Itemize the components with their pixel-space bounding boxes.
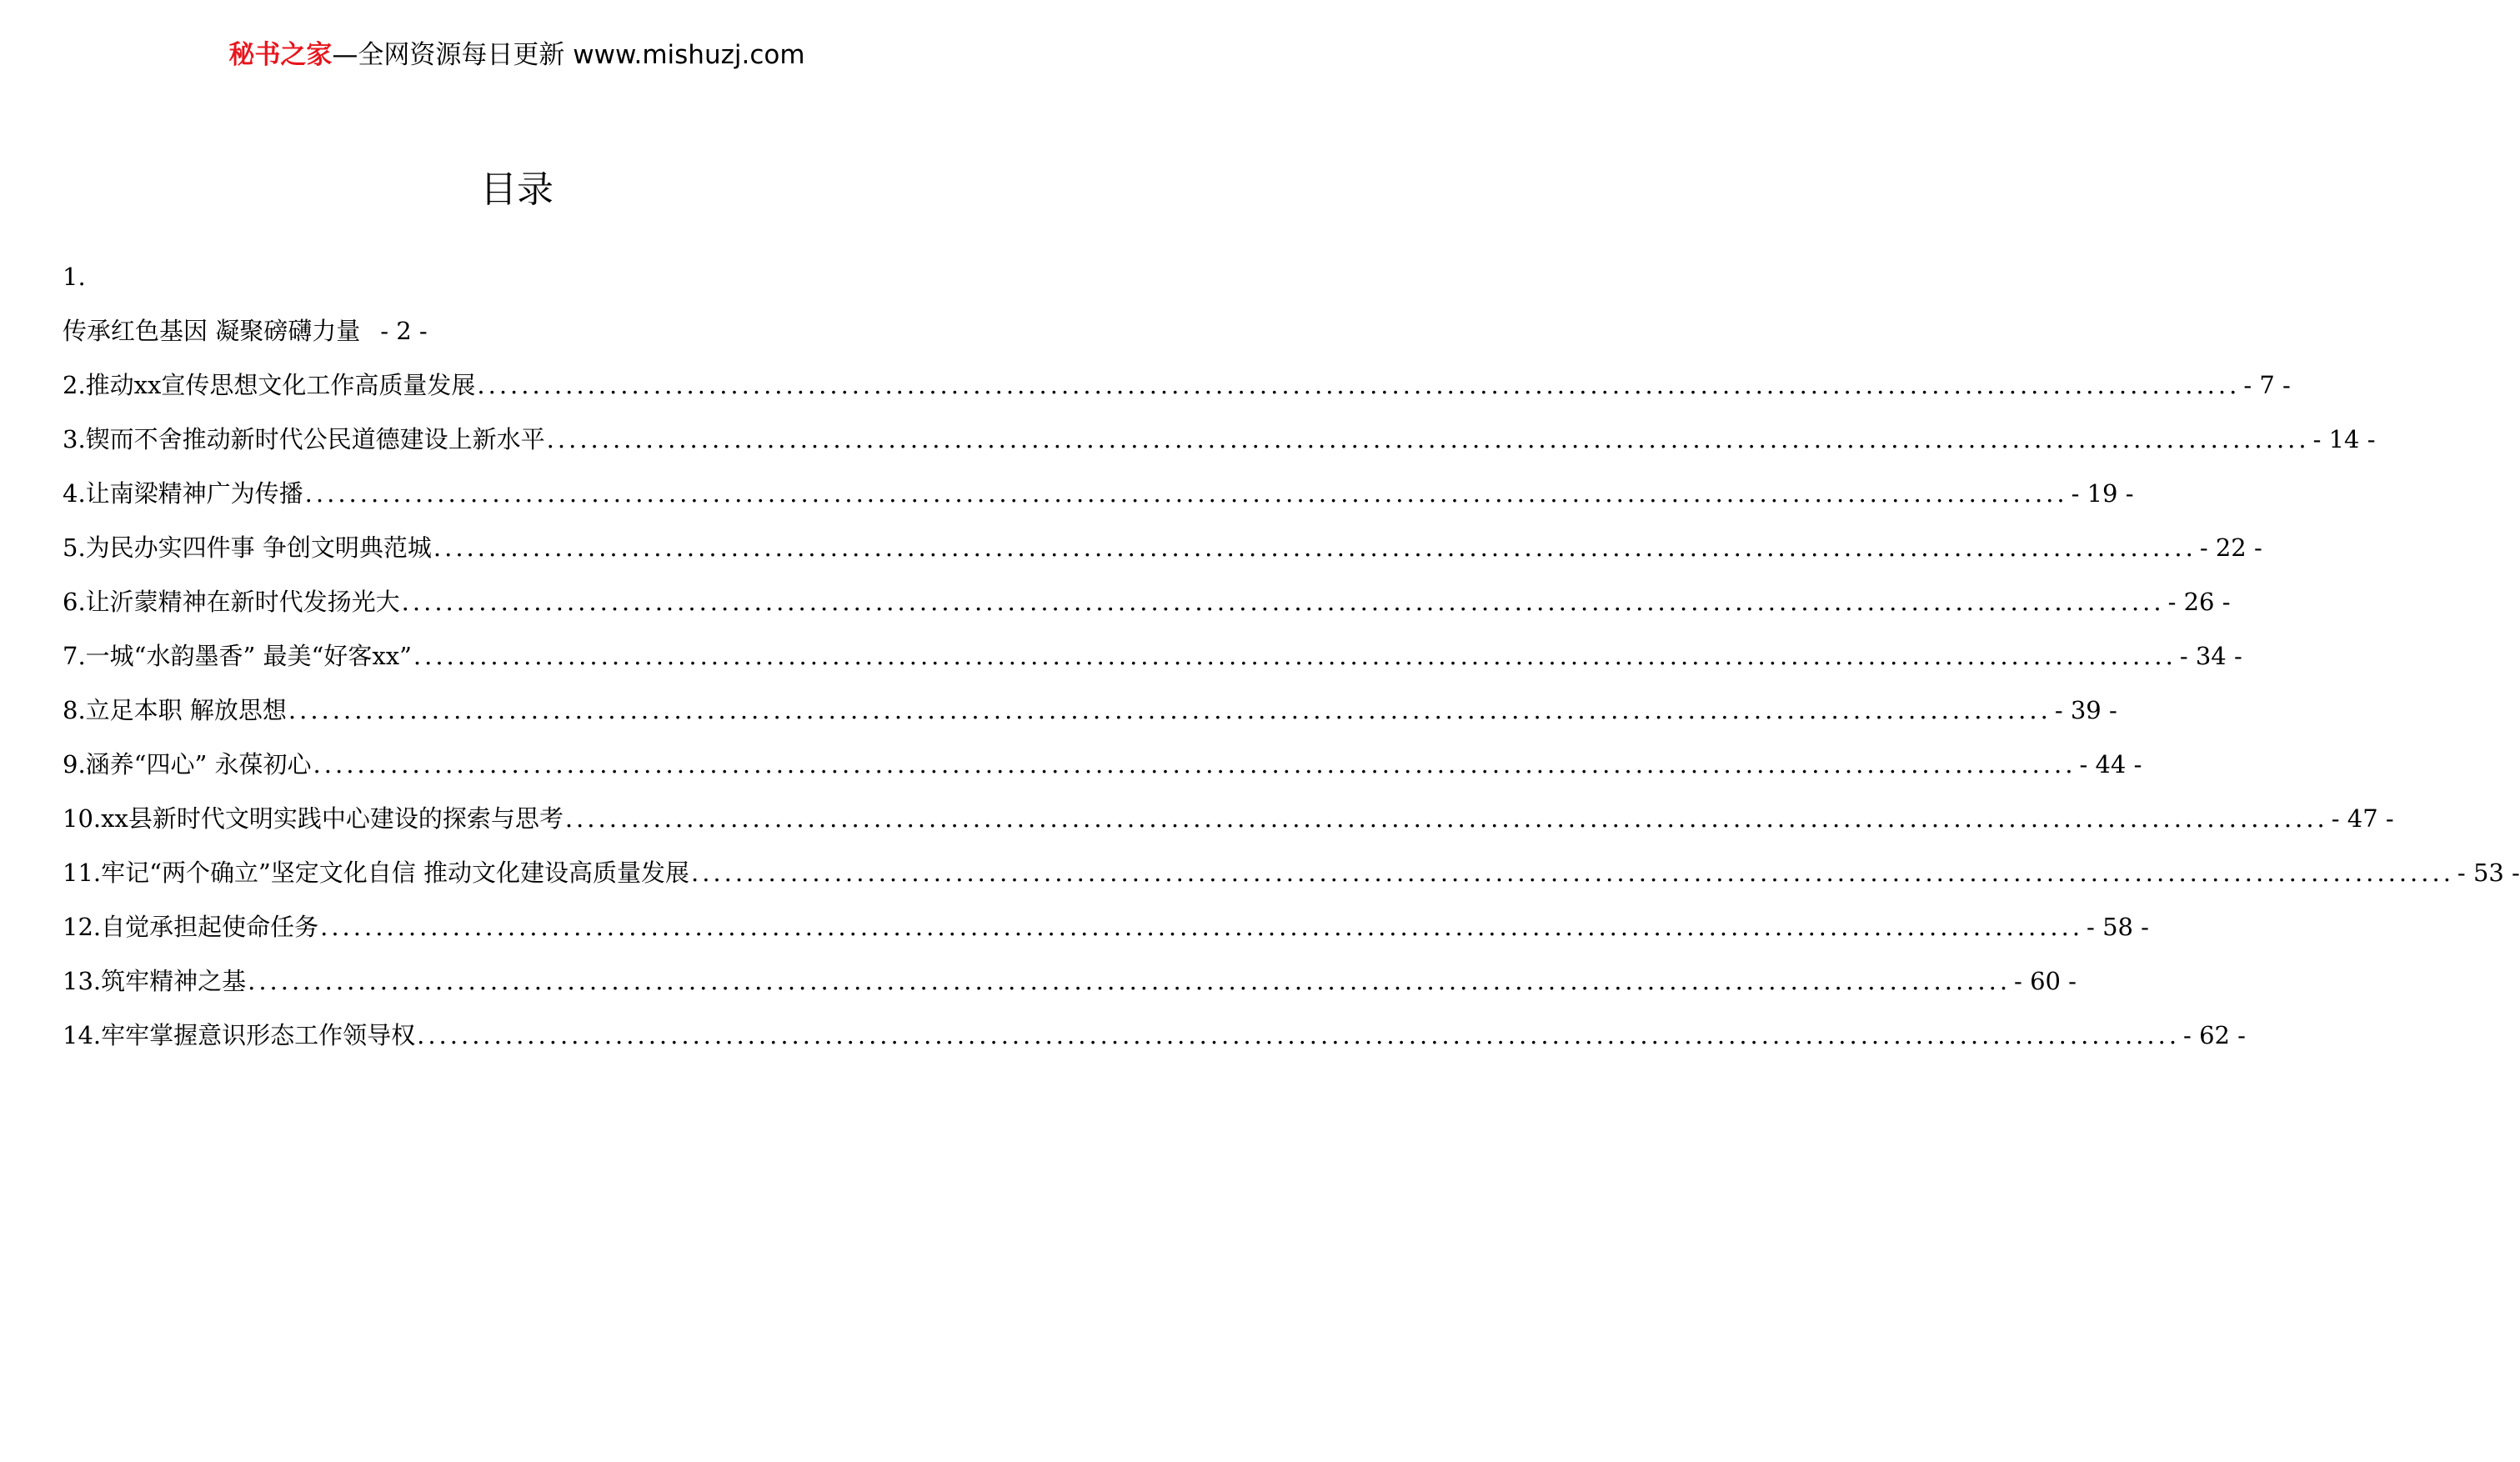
leader-dots: ................................................................................................................................................................ bbox=[417, 1021, 2181, 1049]
leader-dots: ................................................................................................................................................................ bbox=[288, 696, 2052, 724]
toc-entry[interactable] bbox=[63, 1009, 2246, 1063]
toc-entry-label: 14.牢牢掌握意识形态工作领导权 bbox=[63, 1021, 416, 1049]
toc-entry-label: 10.xx县新时代文明实践中心建设的探索与思考 bbox=[63, 804, 564, 833]
toc-entry-page: - 44 - bbox=[2079, 750, 2142, 779]
toc-entry-label: 3.锲而不舍推动新时代公民道德建设上新水平 bbox=[63, 425, 545, 453]
leader-dots: ................................................................................................................................................................ bbox=[320, 913, 2084, 941]
toc-entry-page: - 14 - bbox=[2312, 425, 2376, 453]
header-tagline: —全网资源每日更新 www.mishuzj.com bbox=[332, 40, 805, 70]
toc-entry-label: 13.筑牢精神之基 bbox=[63, 967, 247, 995]
leader-dots: ................................................................................................................................................................ bbox=[546, 425, 2310, 453]
toc-entry-page: - 26 - bbox=[2167, 588, 2231, 616]
toc-entry-page: - 7 - bbox=[2243, 371, 2291, 399]
toc-entry-label: 1. bbox=[63, 263, 86, 291]
leader-dots: ................................................................................................................................................................ bbox=[477, 371, 2241, 399]
toc-entry[interactable] bbox=[63, 954, 2077, 1009]
toc-entry[interactable] bbox=[63, 575, 2231, 629]
table-of-contents bbox=[63, 250, 2520, 1063]
page-title: 目录 bbox=[480, 168, 554, 211]
toc-entry-number bbox=[63, 250, 971, 304]
toc-entry-page: - 47 - bbox=[2331, 804, 2394, 833]
brand-name: 秘书之家 bbox=[228, 40, 333, 70]
toc-entry[interactable] bbox=[63, 846, 2520, 900]
toc-entry-page: - 22 - bbox=[2199, 533, 2262, 562]
toc-entry-label: 6.让沂蒙精神在新时代发扬光大 bbox=[63, 588, 400, 616]
leader-dots: ................................................................................................................................................................ bbox=[304, 479, 2068, 508]
toc-entry[interactable] bbox=[63, 792, 2394, 846]
leader-dots: ................................................................................................................................................................ bbox=[691, 859, 2454, 887]
toc-entry-label: 12.自觉承担起使命任务 bbox=[63, 913, 319, 941]
leader-dots: ................................................................................................................................................................ bbox=[313, 750, 2077, 779]
toc-entry[interactable] bbox=[63, 738, 2142, 792]
toc-entry[interactable] bbox=[63, 900, 2149, 954]
toc-entry-page: - 53 - bbox=[2457, 859, 2520, 887]
toc-entry[interactable] bbox=[63, 358, 2291, 413]
toc-entry-page: - 34 - bbox=[2179, 642, 2242, 670]
toc-entry-label: 5.为民办实四件事 争创文明典范城 bbox=[63, 533, 432, 562]
toc-entry-page: - 58 - bbox=[2087, 913, 2149, 941]
site-header bbox=[0, 32, 1034, 78]
leader-dots: ................................................................................................................................................................ bbox=[248, 967, 2011, 995]
toc-entry-label: 传承红色基因 凝聚磅礴力量 bbox=[63, 317, 361, 345]
leader-dots: ................................................................................................................................................................ bbox=[564, 804, 2328, 833]
toc-entry[interactable] bbox=[63, 629, 2242, 683]
toc-entry-page: - 62 - bbox=[2183, 1021, 2246, 1049]
toc-entry-label: 7.一城“水韵墨香” 最美“好客xx” bbox=[63, 642, 412, 670]
toc-entry-page: - 2 - bbox=[380, 317, 428, 345]
toc-entry-label: 4.让南梁精神广为传播 bbox=[63, 479, 303, 508]
toc-entry-page: - 19 - bbox=[2071, 479, 2134, 508]
toc-entry-label: 2.推动xx宣传思想文化工作高质量发展 bbox=[63, 371, 476, 399]
toc-entry-label: 9.涵养“四心” 永葆初心 bbox=[63, 750, 312, 779]
toc-entry[interactable] bbox=[63, 304, 971, 358]
toc-entry[interactable] bbox=[63, 413, 2376, 467]
toc-entry-label: 11.牢记“两个确立”坚定文化自信 推动文化建设高质量发展 bbox=[63, 859, 689, 887]
toc-entry[interactable] bbox=[63, 683, 2117, 738]
toc-entry-label: 8.立足本职 解放思想 bbox=[63, 696, 287, 724]
toc-entry-page: - 60 - bbox=[2014, 967, 2077, 995]
leader-dots: ................................................................................................................................................................ bbox=[413, 642, 2177, 670]
toc-entry[interactable] bbox=[63, 521, 2262, 575]
leader-dots: ................................................................................................................................................................ bbox=[433, 533, 2197, 562]
leader-dots: ................................................................................................................................................................ bbox=[401, 588, 2165, 616]
toc-entry-page: - 39 - bbox=[2054, 696, 2117, 724]
toc-entry[interactable] bbox=[63, 467, 2134, 521]
